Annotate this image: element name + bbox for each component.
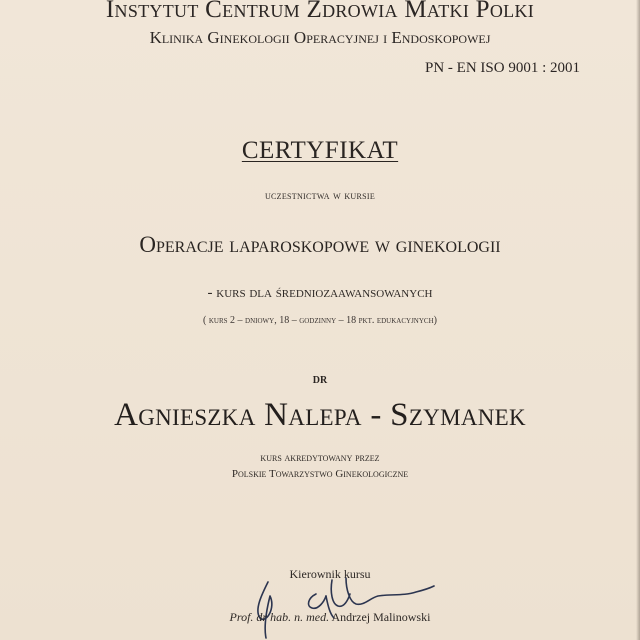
clinic-name: Klinika Ginekologii Operacyjnej i Endoskopowej	[149, 28, 491, 47]
recipient-title: dr	[312, 372, 328, 387]
course-name: Operacje laparoskopowe w ginekologii	[139, 232, 501, 257]
iso-standard: PN - EN ISO 9001 : 2001	[424, 60, 580, 76]
accreditation-line: kurs akredytowany przez	[260, 452, 380, 464]
paper-edge-shadow	[636, 0, 640, 640]
director-degree: Prof. dr hab. n. med.	[229, 610, 330, 624]
certificate-title: CERTYFIKAT	[241, 137, 399, 164]
director-label: Kierownik kursu	[289, 567, 371, 581]
director-signature-line	[210, 610, 450, 625]
institute-name: Instytut Centrum Zdrowia Matki Polki	[105, 0, 535, 23]
course-details: ( kurs 2 – dniowy, 18 – godzinny – 18 pkt. edukacyjnych)	[203, 315, 437, 326]
course-level: - kurs dla średniozaawansowanych	[207, 285, 433, 301]
certificate-heading	[0, 137, 640, 165]
recipient-name: Agnieszka Nalepa - Szymanek	[114, 397, 526, 433]
signature-icon	[240, 572, 440, 640]
accrediting-society: Polskie Towarzystwo Ginekologiczne	[231, 468, 409, 480]
director-name: Andrzej Malinowski	[331, 610, 431, 624]
participation-text: uczestnictwa w kursie	[264, 188, 376, 202]
